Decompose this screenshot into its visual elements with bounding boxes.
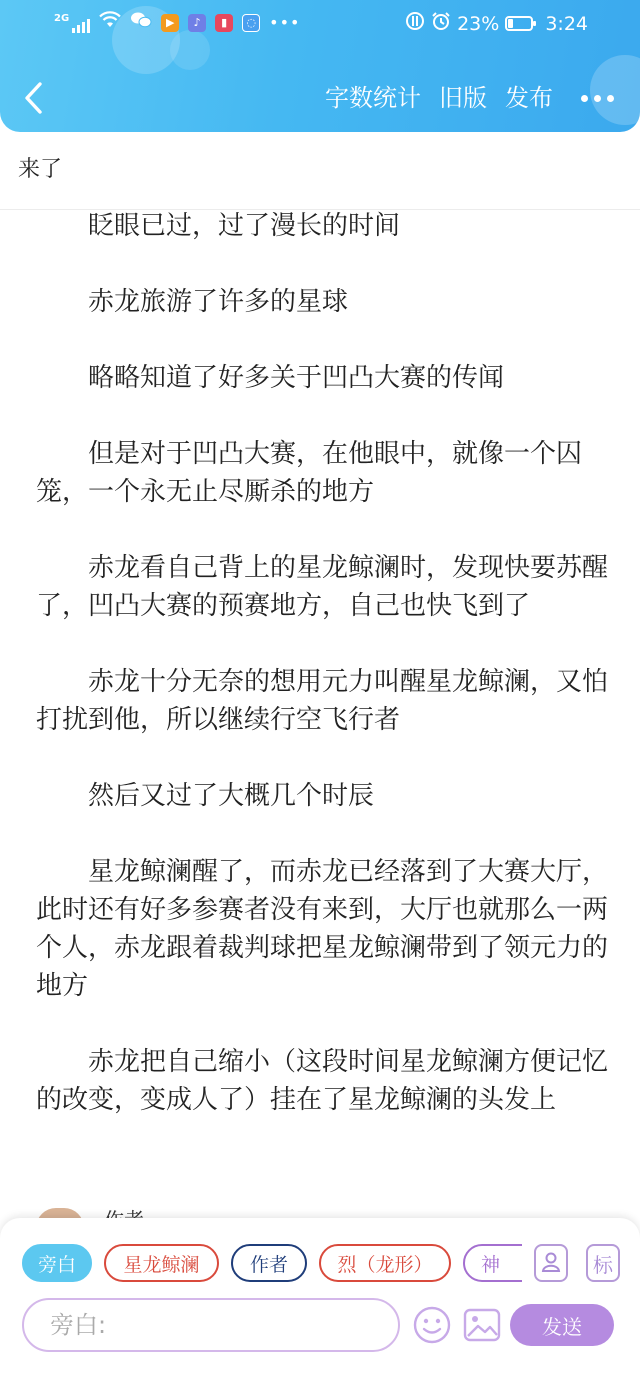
role-chip-author[interactable]: 作者	[231, 1244, 307, 1282]
story-paragraph: 赤龙把自己缩小（这段时间星龙鲸澜方便记忆的改变，变成人了）挂在了星龙鲸澜的头发上	[36, 1047, 609, 1115]
top-app-bar	[0, 0, 640, 132]
role-card-button[interactable]	[534, 1244, 568, 1282]
story-paragraph: 赤龙看自己背上的星龙鲸澜时，发现快要苏醒了，凹凸大赛的预赛地方，自己也快飞到了	[36, 553, 609, 621]
story-paragraph: 星龙鲸澜醒了，而赤龙已经落到了大赛大厅，此时还有好多参赛者没有来到，大厅也就那么一两个人，赤龙跟着裁判球把星龙鲸澜带到了领元力的地方	[36, 857, 609, 1001]
word-count-button[interactable]: 字数统计	[325, 84, 421, 112]
signal-icon	[54, 13, 90, 33]
role-chip-xinglong[interactable]: 星龙鲸澜	[104, 1244, 219, 1282]
chapter-title[interactable]: 来了	[18, 157, 63, 182]
more-dots-icon	[581, 95, 614, 102]
image-icon	[462, 1305, 502, 1345]
emoji-button[interactable]	[412, 1305, 452, 1345]
story-paragraph: 略略知道了好多关于凹凸大赛的传闻	[88, 363, 505, 393]
person-card-icon	[539, 1249, 563, 1277]
network-type: 2G	[54, 12, 70, 24]
tag-button[interactable]	[586, 1244, 620, 1282]
role-chip-shen[interactable]: 神	[463, 1244, 522, 1282]
back-button[interactable]	[18, 80, 48, 116]
alarm-icon	[431, 11, 451, 36]
chevron-left-icon	[22, 81, 44, 115]
status-right	[405, 11, 588, 36]
bulb-app-icon: ◌	[242, 14, 260, 32]
tag-icon: 标	[593, 1252, 613, 1277]
status-left	[54, 11, 300, 34]
battery-percent: 23%	[457, 12, 500, 35]
status-bar	[0, 0, 640, 50]
story-paragraph: 赤龙旅游了许多的星球	[88, 287, 349, 317]
role-chip-lie[interactable]: 烈（龙形）	[319, 1244, 451, 1282]
more-notifications-icon: •••	[269, 13, 301, 32]
story-paragraph: 但是对于凹凸大赛，在他眼中，就像一个囚笼，一个永无止尽厮杀的地方	[36, 439, 583, 507]
more-button[interactable]	[581, 80, 614, 116]
story-paragraph: 眨眼已过，过了漫长的时间	[88, 211, 401, 241]
book-app-icon: ▮	[215, 14, 233, 32]
header-actions	[325, 80, 614, 116]
clock: 3:24	[545, 12, 588, 35]
publish-button[interactable]: 发布	[505, 84, 553, 112]
wechat-icon	[130, 11, 152, 34]
story-paragraph: 赤龙十分无奈的想用元力叫醒星龙鲸澜，又怕打扰到他，所以继续行空飞行者	[36, 667, 609, 735]
message-input-wrapper[interactable]	[22, 1298, 400, 1352]
music-app-icon: ♪	[188, 14, 206, 32]
video-app-icon: ▶	[161, 14, 179, 32]
battery-icon	[505, 16, 533, 31]
smiley-icon	[412, 1305, 452, 1345]
message-input[interactable]	[48, 1310, 398, 1340]
data-saver-icon	[405, 11, 425, 36]
wifi-icon	[99, 11, 121, 34]
role-chip-narrator[interactable]: 旁白	[22, 1244, 92, 1282]
battery-level	[508, 19, 513, 28]
send-button[interactable]: 发送	[510, 1304, 614, 1346]
image-button[interactable]	[462, 1305, 502, 1345]
role-chips[interactable]	[22, 1244, 522, 1284]
story-paragraph: 然后又过了大概几个时辰	[88, 781, 375, 811]
story-body[interactable]	[36, 207, 610, 1157]
old-version-button[interactable]: 旧版	[439, 84, 487, 112]
